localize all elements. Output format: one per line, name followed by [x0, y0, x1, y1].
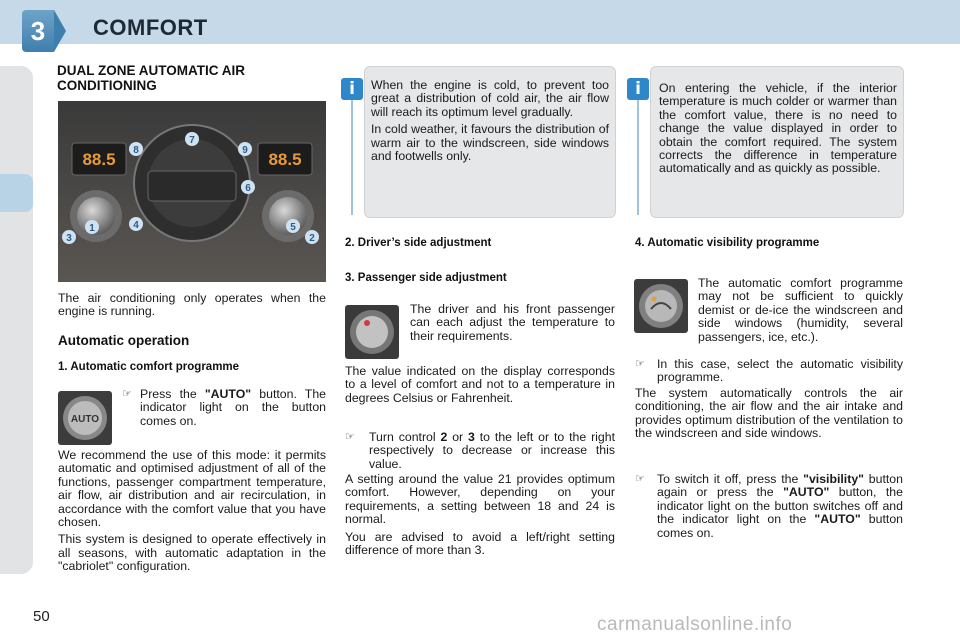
visibility-programme-heading: 4. Automatic visibility programme [635, 237, 820, 249]
press-auto-instruction: ☞ Press the "AUTO" button. The indicator light on the button comes on. [122, 387, 326, 428]
switch-off-instruction: ☞ To switch it off, press the "visibility" button again or press the "AUTO" button, the indicator light on the button switches off and the indicator light on the "AUTO" button comes on. [635, 472, 903, 540]
display-right: 88.5 [268, 150, 302, 169]
info-icon: i [627, 78, 649, 100]
info-divider [351, 100, 353, 215]
turn-control-instruction: ☞ Turn control 2 or 3 to the left or to the right respectively to decrease or increase this value. [345, 430, 615, 471]
automatic-operation-heading: Automatic operation [58, 333, 190, 348]
middle-body-text [345, 473, 615, 561]
display-left: 88.5 [82, 150, 116, 169]
page-number: 50 [33, 608, 50, 625]
left-body-text [58, 449, 326, 578]
pointing-hand-icon: ☞ [122, 388, 132, 400]
auto-programme-heading: 1. Automatic comfort programme [58, 361, 240, 373]
chapter-number: 3 [22, 10, 54, 52]
value-text: The value indicated on the display corresponds to a level of comfort and not to a temperature in degrees Celsius or Fahrenheit. [345, 364, 615, 405]
info-box-cold-engine [364, 66, 616, 218]
callout-9: 9 [242, 145, 248, 156]
advise-paragraph: You are advised to avoid a left/right setting difference of more than 3. [345, 529, 615, 558]
select-visibility-instruction: ☞ In this case, select the automatic visibility programme. [635, 357, 903, 385]
section-title: DUAL ZONE AUTOMATIC AIR CONDITIONING [57, 63, 245, 93]
watermark: carmanualsonline.info [597, 614, 793, 635]
climate-panel-photo [58, 101, 326, 282]
temperature-knob-photo [345, 305, 399, 359]
info-icon: i [341, 78, 363, 100]
callout-1: 1 [89, 223, 95, 234]
visibility-intro-text: The automatic comfort programme may not be sufficient to quickly demist or de-ice the windscreen and side windows (humidity, several passengers, ice, etc.). [698, 276, 903, 344]
passenger-adjustment-heading: 3. Passenger side adjustment [345, 272, 507, 284]
callout-3: 3 [66, 233, 72, 244]
info1-p1: When the engine is cold, to prevent too great a distribution of cold air, the air flow will reach its optimum level gradually. [371, 78, 609, 119]
pointing-hand-icon: ☞ [635, 473, 645, 485]
pointing-hand-icon: ☞ [345, 431, 355, 443]
intro-text: The air conditioning only operates when the engine is running. [58, 291, 326, 319]
visibility-system-text: The system automatically controls the air conditioning, the air flow and the air intake and provides optimum distribution of the ventilation to the windscreen and side windows. [635, 386, 903, 441]
auto-button-label: AUTO [70, 414, 100, 425]
driver-adjustment-heading: 2. Driver’s side adjustment [345, 237, 492, 249]
info-divider [637, 100, 639, 215]
info1-p2: In cold weather, it favours the distribution of warm air to the windscreen, side windows and footwells only. [371, 122, 609, 164]
callout-7: 7 [189, 135, 195, 146]
visibility-button-photo [634, 279, 688, 333]
sidebar-tab [0, 174, 33, 212]
recommend-paragraph: We recommend the use of this mode: it permits automatic and optimised adjustment of all of the functions, passenger compartment temperature, air flow, air distribution and air recirculation, in accordance with the comfort value that you have chosen. [58, 448, 326, 530]
system-paragraph: This system is designed to operate effectively in all seasons, with automatic adaptation in the "cabriolet" configuration. [58, 532, 326, 574]
sidebar [0, 66, 33, 574]
info2-p1: On entering the vehicle, if the interior temperature is much colder or warmer than the comfort value, there is no need to change the value displayed in order to obtain the comfort required. The system corrects the difference in temperature automatically and as quickly as possible. [659, 81, 897, 176]
callout-2: 2 [309, 233, 315, 244]
callout-8: 8 [133, 145, 139, 156]
callout-6: 6 [245, 183, 251, 194]
adjust-text: The driver and his front passenger can each adjust the temperature to their requirements. [410, 302, 615, 343]
pointing-hand-icon: ☞ [635, 358, 645, 370]
callout-5: 5 [290, 222, 296, 233]
info-box-entering-vehicle [650, 66, 904, 218]
setting-paragraph: A setting around the value 21 provides optimum comfort. However, depending on your requirements, a setting between 18 and 24 is normal. [345, 472, 615, 527]
page-title: COMFORT [93, 15, 208, 40]
callout-4: 4 [133, 220, 139, 231]
auto-button-photo [58, 391, 112, 445]
